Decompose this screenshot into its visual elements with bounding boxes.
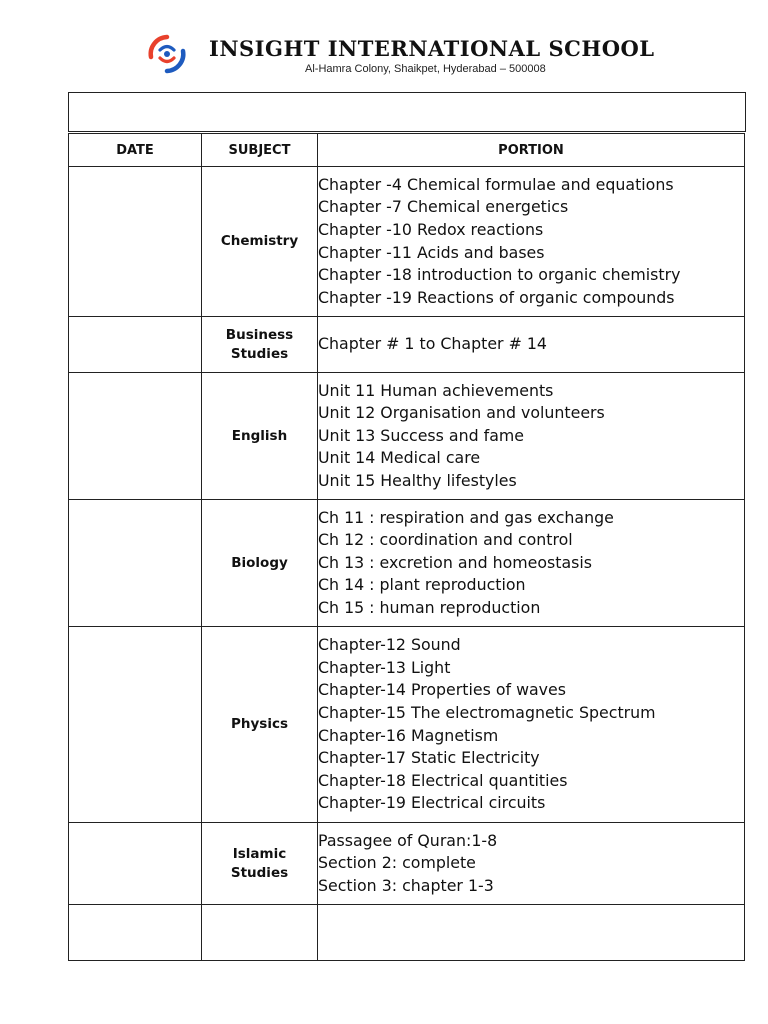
subject-cell: Islamic Studies — [202, 823, 318, 905]
date-cell — [69, 905, 202, 961]
portion-line: Chapter-14 Properties of waves — [318, 680, 566, 700]
table-row — [69, 823, 745, 905]
subject-cell: English — [202, 373, 318, 500]
portion-line: Unit 14 Medical care — [318, 448, 481, 468]
date-cell — [69, 627, 202, 823]
portion-cell — [318, 905, 745, 961]
exam-schedule-table — [68, 133, 745, 961]
portion-cell — [318, 500, 745, 627]
portion-line: Unit 15 Healthy lifestyles — [318, 470, 517, 490]
portion-line: Chapter -18 introduction to organic chemistry — [318, 265, 681, 285]
table-row — [69, 167, 745, 317]
portion-line: Chapter -10 Redox reactions — [318, 219, 544, 239]
portion-column-header: PORTION — [318, 134, 745, 167]
date-cell — [69, 500, 202, 627]
subject-cell: Physics — [202, 627, 318, 823]
table-row — [69, 317, 745, 373]
subject-column-header: SUBJECT — [202, 134, 318, 167]
portion-line: Unit 12 Organisation and volunteers — [318, 403, 605, 423]
date-column-header: DATE — [69, 134, 202, 167]
portion-line: Chapter-19 Electrical circuits — [318, 793, 546, 813]
portion-line: Ch 13 : excretion and homeostasis — [318, 552, 593, 572]
date-cell — [69, 317, 202, 373]
portion-line: Unit 13 Success and fame — [318, 425, 524, 445]
school-name: INSIGHT INTERNATIONAL SCHOOL — [209, 36, 655, 61]
portion-line: Unit 11 Human achievements — [318, 380, 554, 400]
portion-line: Chapter -7 Chemical energetics — [318, 197, 569, 217]
school-logo-icon — [146, 33, 188, 75]
portion-cell — [318, 823, 745, 905]
blank-table-row — [69, 905, 745, 961]
table-body — [69, 167, 745, 961]
date-cell — [69, 373, 202, 500]
portion-line: Section 2: complete — [318, 853, 476, 873]
portion-line: Chapter -11 Acids and bases — [318, 242, 545, 262]
subject-cell — [202, 905, 318, 961]
table-header-row — [69, 134, 745, 167]
date-cell — [69, 167, 202, 317]
subject-cell: Biology — [202, 500, 318, 627]
portion-line: Ch 14 : plant reproduction — [318, 575, 526, 595]
school-address: Al-Hamra Colony, Shaikpet, Hyderabad – 500008 — [305, 63, 546, 75]
subject-cell: Business Studies — [202, 317, 318, 373]
portion-cell — [318, 317, 745, 373]
table-row — [69, 627, 745, 823]
portion-line: Chapter-13 Light — [318, 657, 451, 677]
portion-line: Chapter-12 Sound — [318, 635, 461, 655]
table-row — [69, 500, 745, 627]
table-row — [69, 373, 745, 500]
portion-cell — [318, 627, 745, 823]
page-header — [0, 0, 768, 90]
portion-line: Chapter -4 Chemical formulae and equations — [318, 174, 674, 194]
portion-line: Chapter-18 Electrical quantities — [318, 770, 568, 790]
subject-cell: Chemistry — [202, 167, 318, 317]
title-box — [68, 92, 746, 132]
portion-line: Chapter-17 Static Electricity — [318, 748, 540, 768]
portion-line: Chapter # 1 to Chapter # 14 — [318, 334, 547, 354]
portion-line: Ch 15 : human reproduction — [318, 597, 541, 617]
portion-cell — [318, 373, 745, 500]
portion-line: Section 3: chapter 1-3 — [318, 875, 494, 895]
portion-line: Ch 11 : respiration and gas exchange — [318, 507, 614, 527]
portion-line: Ch 12 : coordination and control — [318, 530, 573, 550]
portion-line: Passagee of Quran:1-8 — [318, 830, 498, 850]
portion-cell — [318, 167, 745, 317]
portion-line: Chapter-15 The electromagnetic Spectrum — [318, 702, 656, 722]
date-cell — [69, 823, 202, 905]
portion-line: Chapter -19 Reactions of organic compounds — [318, 287, 675, 307]
portion-line: Chapter-16 Magnetism — [318, 725, 499, 745]
